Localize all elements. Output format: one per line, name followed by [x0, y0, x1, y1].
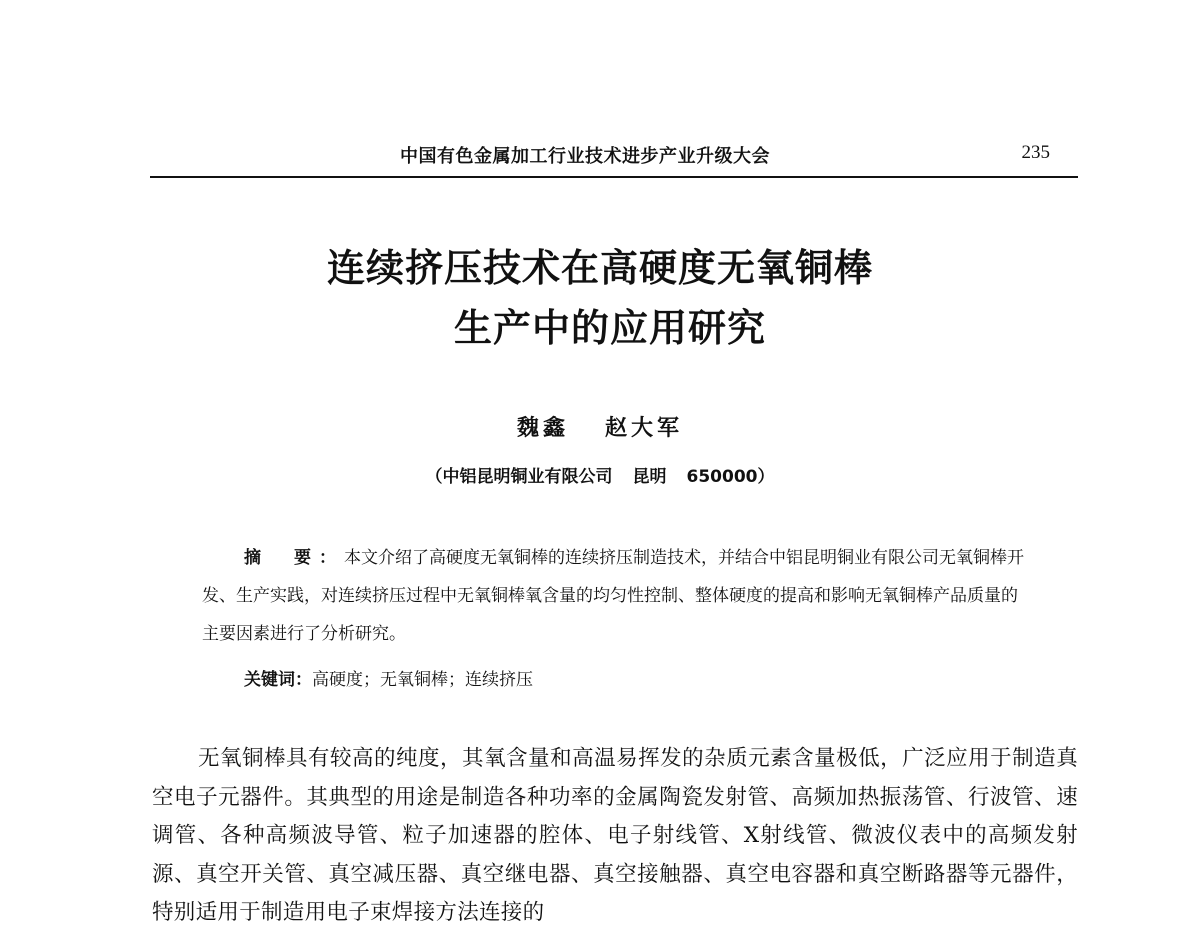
body-paragraph: 无氧铜棒具有较高的纯度，其氧含量和高温易挥发的杂质元素含量极低，广泛应用于制造真空电子元器件。其典型的用途是制造各种功率的金属陶瓷发射管、高频加热振荡管、行波管、速调管、各种高频波导管、粒子加速器的腔体、电子射线管、X射线管、微波仪表中的高频发射源、真空开关管、真空减压器、真空继电器、真空接触器、真空电容器和真空断路器等元器件，特别适用于制造用电子束焊接方法连接的: [152, 746, 1078, 925]
abstract-label: 摘 要：: [244, 548, 344, 568]
running-title: 中国有色金属加工行业技术进步产业升级大会: [400, 146, 770, 167]
abstract: [202, 539, 1032, 653]
article-title: [0, 238, 1200, 358]
article-title-line-2: 生产中的应用研究: [453, 305, 766, 350]
author-name: 赵大军: [605, 415, 684, 441]
affiliation-open-paren: （: [425, 467, 443, 487]
affiliation-postcode: 650000: [686, 467, 758, 487]
affiliation-close-paren: ）: [757, 467, 775, 487]
affiliation-city: 昆明: [632, 467, 667, 487]
author-affiliation: [0, 462, 1200, 487]
running-header: [150, 142, 1078, 178]
keywords-text: 高硬度；无氧铜棒；连续挤压: [312, 670, 533, 690]
article-title-line-1: 连续挤压技术在高硬度无氧铜棒: [326, 245, 873, 290]
page-number: 235: [1021, 142, 1050, 163]
affiliation-organization: 中铝昆明铜业有限公司: [442, 467, 613, 487]
keywords: [244, 665, 533, 690]
abstract-text: 本文介绍了高硬度无氧铜棒的连续挤压制造技术，并结合中铝昆明铜业有限公司无氧铜棒开发、生产实践，对连续挤压过程中无氧铜棒氧含量的均匀性控制、整体硬度的提高和影响无氧铜棒产品质量的主要因素进行了分析研究。: [202, 548, 1024, 644]
author-name: 魏鑫: [516, 415, 569, 441]
author-list: [0, 411, 1200, 442]
keywords-label: 关键词：: [244, 670, 312, 690]
